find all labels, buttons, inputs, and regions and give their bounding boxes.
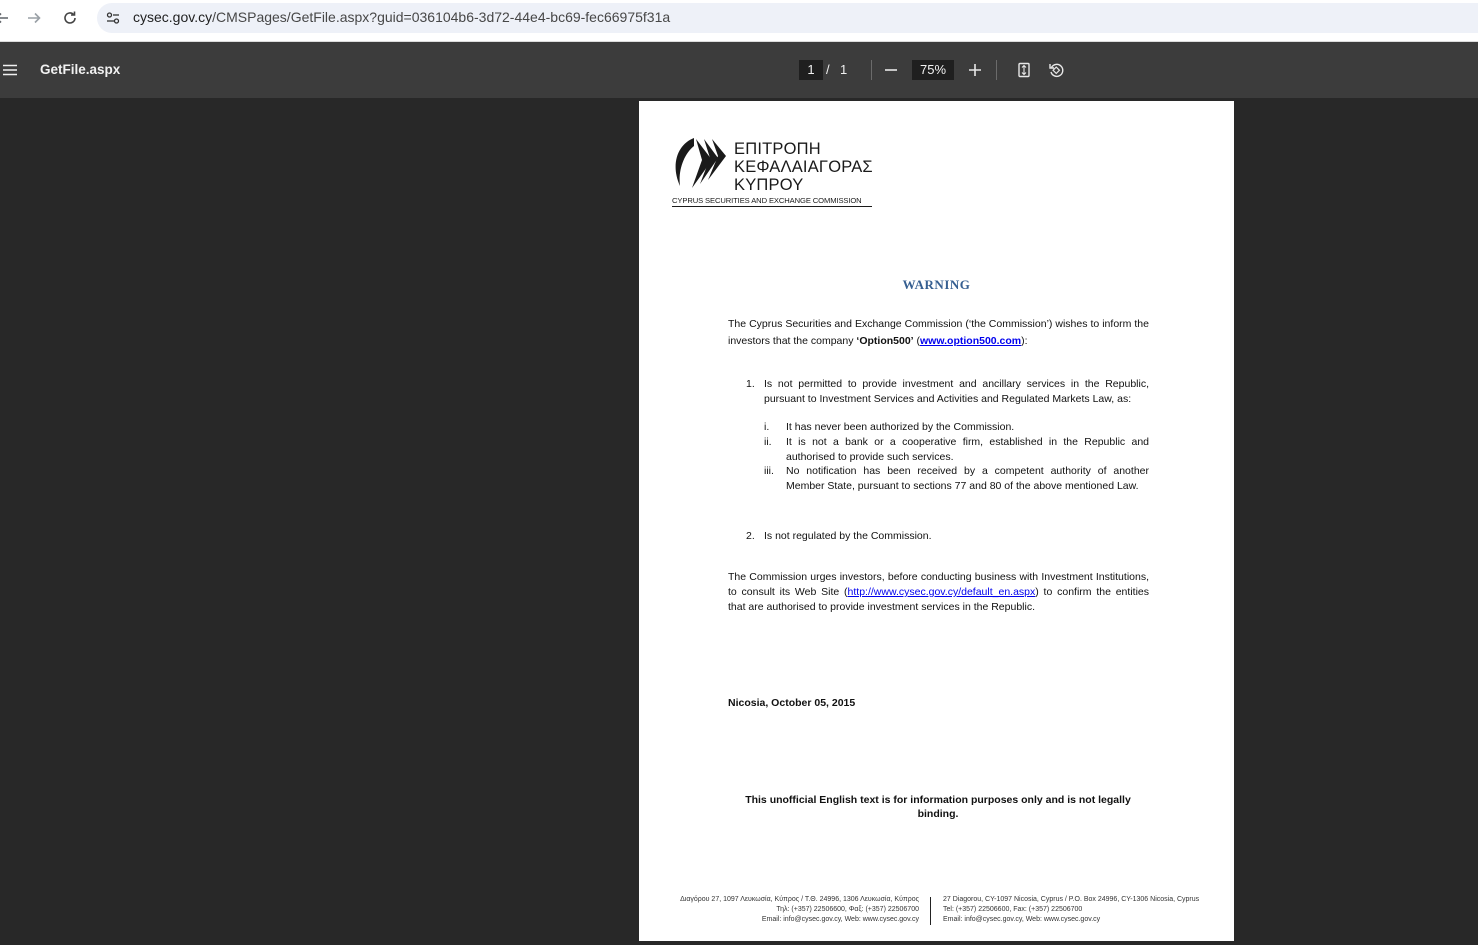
- cysec-website-link[interactable]: http://www.cysec.gov.cy/default_en.aspx: [847, 586, 1036, 598]
- menu-icon[interactable]: [0, 58, 20, 82]
- intro-paragraph: [728, 316, 1149, 350]
- footer-line: Τηλ: (+357) 22506600, Φαξ: (+357) 22506700: [776, 906, 919, 913]
- zoom-out-icon[interactable]: [879, 58, 903, 82]
- sublist-item: It is not a bank or a cooperative firm, established in the Republic and authorised to provide such services.: [786, 436, 1149, 463]
- reload-icon[interactable]: [58, 6, 82, 30]
- disclaimer: This unofficial English text is for information purposes only and is not legally binding.: [745, 794, 1131, 820]
- forward-arrow-icon[interactable]: [22, 6, 46, 30]
- url-text[interactable]: [133, 9, 670, 25]
- company-name: ‘Option500’: [856, 335, 914, 347]
- footer-english-address: [943, 895, 1203, 925]
- logo-greek-line: ΕΠΙΤΡΟΠΗ: [734, 140, 821, 158]
- fit-page-icon[interactable]: [1012, 58, 1036, 82]
- cysec-logo: [672, 134, 877, 209]
- logo-greek-line: ΚΕΦΑΛΑΙΑΓΟΡΑΣ: [734, 158, 873, 176]
- cysec-logo-mark-icon: [672, 136, 728, 192]
- list-item: Is not regulated by the Commission.: [764, 530, 932, 542]
- sublist-item: No notification has been received by a competent authority of another Member State, pursuant to sections 77 and 80 of the above mentioned Law.: [786, 465, 1149, 492]
- zoom-in-icon[interactable]: [963, 58, 987, 82]
- url-path: /CMSPages/GetFile.aspx?guid=036104b6-3d72-44e4-bc69-fec66975f31a: [212, 9, 671, 25]
- advice-text: The Commission urges investors, before conducting business with Investment Institutions, to consult its Web Site (: [728, 571, 1149, 598]
- intro-text: (: [913, 335, 921, 347]
- pdf-page: [639, 101, 1234, 941]
- sublist-item-number: i.: [764, 421, 770, 433]
- page-number-input[interactable]: 1: [799, 60, 823, 80]
- back-arrow-icon[interactable]: [0, 6, 14, 30]
- footer-line: Email: info@cysec.gov.cy, Web: www.cysec.gov.cy: [943, 916, 1101, 923]
- logo-greek-line: ΚΥΠΡΟΥ: [734, 176, 804, 194]
- sublist-item-number: ii.: [764, 436, 772, 448]
- footer-line: Email: info@cysec.gov.cy, Web: www.cysec.gov.cy: [761, 916, 919, 923]
- advice-text: ) to confirm the entities that are authorised to provide investment services in the Republic.: [728, 586, 1149, 613]
- footer-divider: [930, 897, 931, 925]
- site-info-icon[interactable]: [104, 9, 122, 27]
- list-item-number: 2.: [746, 530, 755, 542]
- sublist-item-number: iii.: [764, 465, 774, 477]
- list-item: Is not permitted to provide investment and ancillary services in the Republic, pursuant to Investment Services and Activities and Regulated Markets Law, as:: [764, 378, 1149, 405]
- file-title: GetFile.aspx: [40, 62, 121, 77]
- intro-text: The Cyprus Securities and Exchange Commission (‘the Commission’) wishes to inform the investors that the company: [728, 318, 1149, 347]
- address-bar[interactable]: [97, 3, 1478, 33]
- footer-line: 27 Diagorou, CY-1097 Nicosia, Cyprus / P.O. Box 24996, CY-1306 Nicosia, Cyprus: [943, 896, 1200, 903]
- document-date: Nicosia, October 05, 2015: [728, 697, 856, 709]
- list-item-number: 1.: [746, 378, 755, 390]
- toolbar-divider: [996, 60, 997, 80]
- company-website-link[interactable]: www.option500.com: [920, 335, 1022, 347]
- intro-text: ):: [1021, 335, 1028, 347]
- sublist-item: It has never been authorized by the Commission.: [786, 421, 1015, 433]
- pdf-viewport[interactable]: [0, 98, 1478, 945]
- logo-english-name: CYPRUS SECURITIES AND EXCHANGE COMMISSION: [672, 196, 872, 207]
- page-separator: /: [826, 62, 830, 77]
- footer-greek-address: [679, 895, 919, 925]
- zoom-level-input[interactable]: 75%: [912, 60, 954, 80]
- footer-line: Διαγόρου 27, 1097 Λευκωσία, Κύπρος / Τ.Θ. 24996, 1306 Λευκωσία, Κύπρος: [680, 896, 919, 903]
- document-heading: WARNING: [902, 277, 971, 292]
- page-total: 1: [840, 62, 848, 77]
- pdf-toolbar: [0, 42, 1478, 98]
- url-host: cysec.gov.cy: [133, 9, 213, 25]
- advice-paragraph: [728, 570, 1149, 615]
- rotate-icon[interactable]: [1044, 58, 1068, 82]
- browser-toolbar: [0, 0, 1478, 42]
- footer-line: Tel: (+357) 22506600, Fax: (+357) 22506700: [943, 906, 1083, 913]
- toolbar-divider: [871, 60, 872, 80]
